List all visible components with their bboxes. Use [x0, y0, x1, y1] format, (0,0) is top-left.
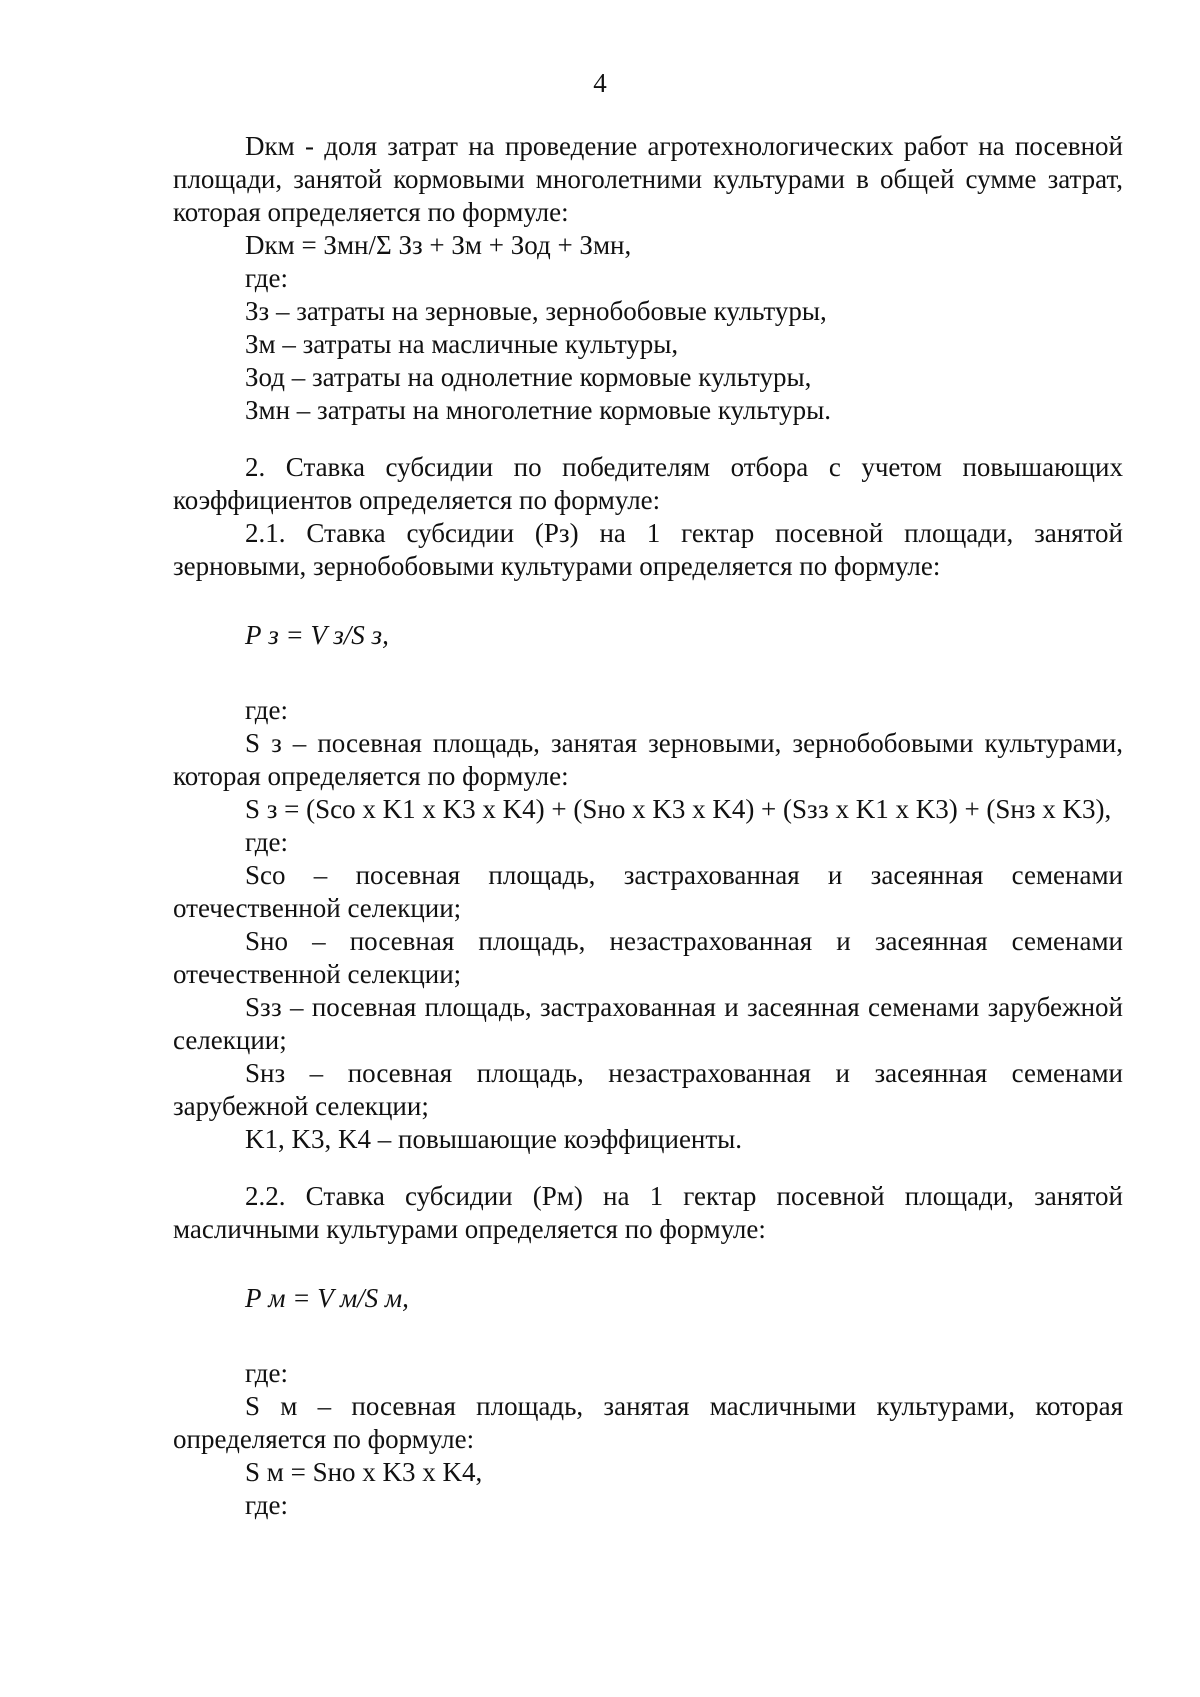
- where-label: где:: [245, 1490, 288, 1520]
- formula-sz: S з = (Sco x K1 x K3 x K4) + (Sно x K3 x K4) + (Sзз x K1 x K3) + (Sнз x K3),: [245, 794, 1112, 824]
- definition-zz: Зз – затраты на зерновые, зернобобовые культуры,: [245, 296, 827, 326]
- spacer: [173, 583, 1123, 619]
- definition-szz: Sзз – посевная площадь, застрахованная и засеянная семенами зарубежной селекции;: [173, 992, 1123, 1055]
- definition-coefficients: K1, K3, K4 – повышающие коэффициенты.: [245, 1124, 743, 1154]
- definition-sm: S м – посевная площадь, занятая масличными культурами, которая определяется по формуле:: [173, 1391, 1123, 1454]
- definition-zm: Зм – затраты на масличные культуры,: [245, 329, 679, 359]
- spacer: [173, 427, 1123, 451]
- paragraph-section-2-1: 2.1. Ставка субсидии (Рз) на 1 гектар посевной площади, занятой зерновыми, зернобобовыми культурами определяется по формуле:: [173, 518, 1123, 581]
- formula-dkm: Dкм = Змн/Σ Зз + Зм + Зод + Змн,: [245, 230, 632, 260]
- definition-sz: S з – посевная площадь, занятая зерновыми, зернобобовыми культурами, которая определяется по формуле:: [173, 728, 1123, 791]
- definition-snz: Sнз – посевная площадь, незастрахованная и засеянная семенами зарубежной селекции;: [173, 1058, 1123, 1121]
- paragraph-section-2-2: 2.2. Ставка субсидии (Рм) на 1 гектар посевной площади, занятой масличными культурами определяется по формуле:: [173, 1181, 1123, 1244]
- formula-sm: S м = Sно x K3 x K4,: [245, 1457, 483, 1487]
- page-number: 4: [593, 68, 607, 98]
- where-label: где:: [245, 1358, 288, 1388]
- formula-rz: Р з = V з/S з,: [245, 620, 389, 650]
- document-body: [173, 130, 1123, 1522]
- paragraph-dkm-definition: Dкм - доля затрат на проведение агротехнологических работ на посевной площади, занятой кормовыми многолетними культурами в общей сумме затрат, которая определяется по формуле:: [173, 131, 1123, 227]
- paragraph-section-2: 2. Ставка субсидии по победителям отбора с учетом повышающих коэффициентов определяется по формуле:: [173, 452, 1123, 515]
- formula-rm: Р м = V м/S м,: [245, 1283, 409, 1313]
- spacer: [173, 1246, 1123, 1282]
- definition-sno: Sно – посевная площадь, незастрахованная и засеянная семенами отечественной селекции;: [173, 926, 1123, 989]
- definition-zmn: Змн – затраты на многолетние кормовые культуры.: [245, 395, 831, 425]
- definition-sco: Sco – посевная площадь, застрахованная и засеянная семенами отечественной селекции;: [173, 860, 1123, 923]
- definition-zod: Зод – затраты на однолетние кормовые культуры,: [245, 362, 812, 392]
- spacer: [173, 1156, 1123, 1180]
- where-label: где:: [245, 695, 288, 725]
- where-label: где:: [245, 263, 288, 293]
- spacer: [173, 652, 1123, 694]
- spacer: [173, 1315, 1123, 1357]
- where-label: где:: [245, 827, 288, 857]
